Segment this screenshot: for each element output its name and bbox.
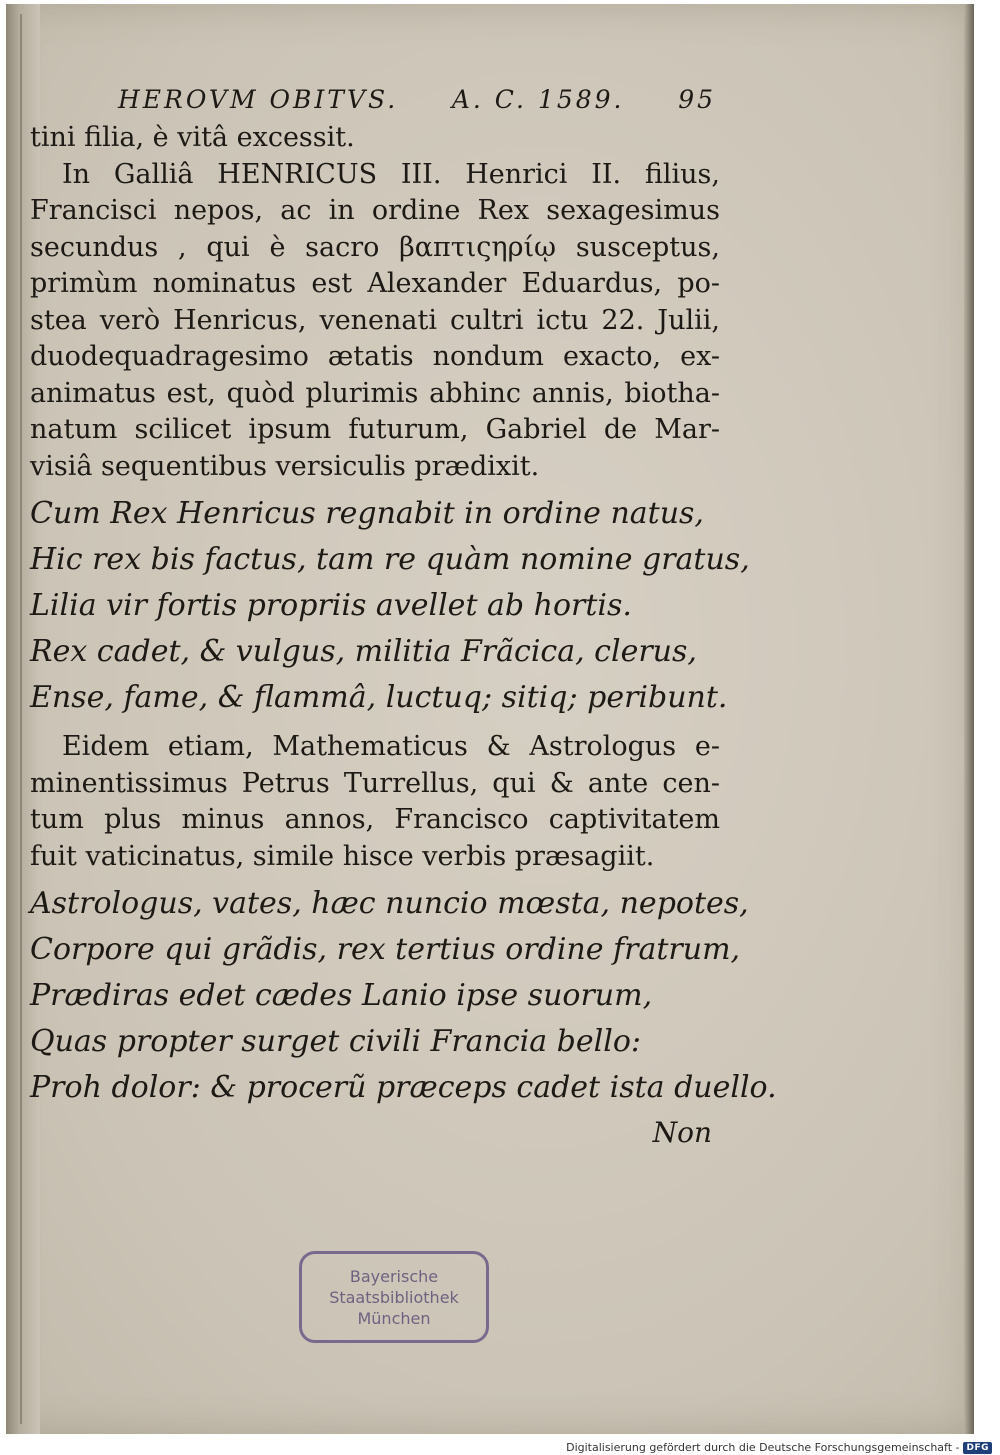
verse-line: Corpore qui grãdis, rex tertius ordine fratrum, (30, 932, 741, 967)
library-stamp (299, 1251, 489, 1343)
prose-paragraph-2 (30, 729, 720, 875)
verse-line: Ense, fame, & flammâ, luctuq; sitiq; peribunt. (30, 680, 728, 715)
verse-line: Cum Rex Henricus regnabit in ordine natus, (30, 496, 704, 531)
prose-line: Francisci nepos, ac in ordine Rex sexagesimus (30, 195, 720, 226)
verse-block-1 (30, 491, 750, 721)
page-right-edge (964, 4, 974, 1434)
digitization-footer (566, 1441, 992, 1454)
prose-paragraph-1 (30, 120, 720, 485)
running-head-year: A. C. 1589. (451, 85, 625, 114)
stamp-line-2: Staatsbibliothek (329, 1288, 459, 1307)
verse-line: Prædiras edet cædes Lanio ipse suorum, (30, 978, 653, 1013)
verse-line: Lilia vir fortis propriis avellet ab hortis. (30, 588, 632, 623)
prose-line: fuit vaticinatus, simile hisce verbis præsagiit. (30, 840, 655, 872)
running-head-title: HEROVM OBITVS. (118, 85, 399, 114)
prose-line: duodequadragesimo ætatis nondum exacto, ex- (30, 341, 720, 372)
prose-line: stea verò Henricus, venenati cultri ictu 22. Julii, (30, 304, 720, 336)
prose-line: tum plus minus annos, Francisco captivitatem (30, 804, 720, 835)
prose-line: Eidem etiam, Mathematicus & Astrologus e- (62, 731, 720, 762)
stamp-line-3: München (357, 1309, 431, 1328)
verse-line: Quas propter surget civili Francia bello: (30, 1024, 642, 1059)
gutter-shadow-line (20, 14, 22, 1424)
verse-line: Hic rex bis factus, tam re quàm nomine gratus, (30, 542, 750, 577)
catchword: Non (652, 1116, 712, 1149)
prose-line: natum scilicet ipsum futurum, Gabriel de Mar- (30, 414, 720, 445)
prose-line: minentissimus Petrus Turrellus, qui & ante cen- (30, 767, 720, 799)
dfg-logo-icon: DFG (963, 1442, 992, 1454)
prose-line: secundus , qui è sacro βαπτιςηρίῳ susceptus, (30, 231, 720, 263)
prose-line: animatus est, quòd plurimis abhinc annis, biotha- (30, 377, 720, 409)
verse-line: Proh dolor: & procerũ præceps cadet ista duello. (30, 1070, 777, 1105)
verse-block-2 (30, 881, 777, 1111)
prose-line: In Galliâ HENRICUS III. Henrici II. filius, (62, 158, 720, 190)
prose-line: primùm nominatus est Alexander Eduardus, po- (30, 268, 720, 299)
page-number: 95 (678, 85, 716, 114)
footer-credit: Digitalisierung gefördert durch die Deutsche Forschungsgemeinschaft - (566, 1441, 960, 1454)
page-text (30, 80, 777, 1155)
prose-line: visiâ sequentibus versiculis prædixit. (30, 450, 540, 482)
running-head (30, 80, 720, 120)
stamp-line-1: Bayerische (349, 1267, 439, 1286)
verse-line: Astrologus, vates, hæc nuncio mœsta, nepotes, (30, 886, 749, 921)
verse-line: Rex cadet, & vulgus, militia Frãcica, clerus, (30, 634, 697, 669)
prose-line: tini filia, è vitâ excessit. (30, 122, 355, 153)
